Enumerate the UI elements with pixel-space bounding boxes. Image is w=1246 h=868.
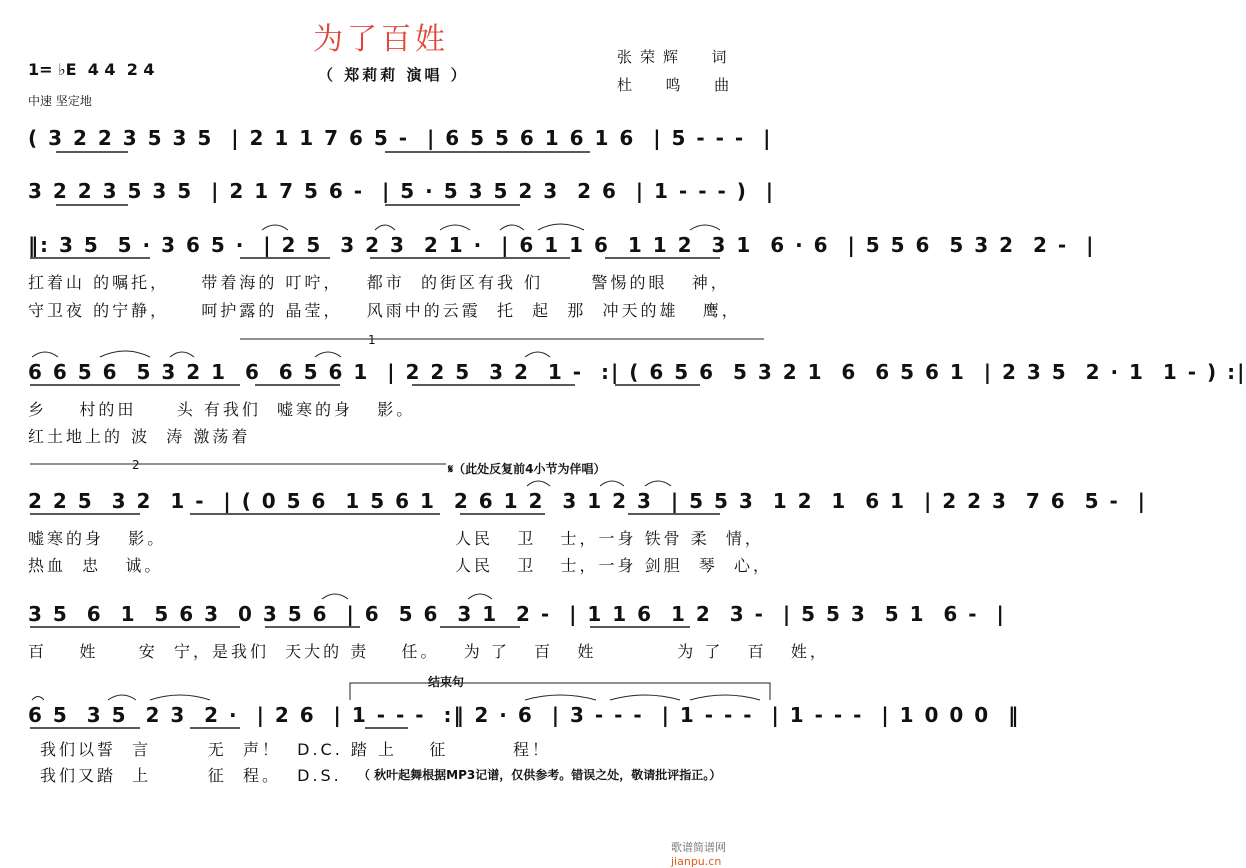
lyric-row-5a-left: 嘘寒的身 影。 <box>28 529 167 548</box>
notation-row-3: ‖: 3 5 5 · 3 6 5 · | 2 5 3 2 3 2 1 · | 6 1 1 6 1 1 2 3 1 6 · 6 | 5 5 6 5 3 2 2 - | <box>28 233 1096 257</box>
lyric-row-5b-left: 热血 忠 诚。 <box>28 556 164 575</box>
lyric-row-3a: 扛着山 的嘱托， 带着海的 叮咛， 都市 的街区有我 们 警惕的眼 神， <box>28 273 730 292</box>
lyric-row-3b: 守卫夜 的宁静， 呵护露的 晶莹， 风雨中的云霞 托 起 那 冲天的雄 鹰， <box>28 301 741 320</box>
notation-row-2: 3 2 2 3 5 3 5 | 2 1 7 5 6 - | 5 · 5 3 5 2 3 2 6 | 1 - - - ) | <box>28 179 776 203</box>
song-title: 为了百姓 <box>313 22 449 57</box>
lyric-row-5a-right: 人民 卫 士，一身 铁骨 柔 情， <box>455 529 764 548</box>
lyricist-credit: 张荣辉 词 <box>617 48 735 66</box>
tempo-marking: 中速 坚定地 <box>28 94 92 108</box>
lyric-row-7a: 我们以誓 言 无 声！ D.C. 踏 上 征 程！ <box>40 740 551 759</box>
ending-label: 结束句 <box>428 675 465 689</box>
volta-1-label: 1 <box>368 333 376 347</box>
notation-row-5: 2 2 5 3 2 1 - | ( 0 5 6 1 5 6 1 2 6 1 2 3 1 2 3 | 5 5 3 1 2 1 6 1 | 2 2 3 7 6 5 - | <box>28 489 1147 513</box>
key-signature: 1= ♭E 4 4 2 4 <box>28 60 155 79</box>
lyric-row-5b-right: 人民 卫 士，一身 剑胆 琴 心， <box>455 556 772 575</box>
volta-2-label: 2 <box>132 458 140 472</box>
notation-row-7: 6 5 3 5 2 3 2 · | 2 6 | 1 - - - :‖ 2 · 6 | 3 - - - | 1 - - - | 1 - - - | 1 0 0 0 ‖ <box>28 703 1021 727</box>
composer-credit: 杜 鸣 曲 <box>617 76 738 94</box>
notation-row-4: 6 6 5 6 5 3 2 1 6 6 5 6 1 | 2 2 5 3 2 1 - :| ( 6 5 6 5 3 2 1 6 6 5 6 1 | 2 3 5 2 · 1 1 - ) :| <box>28 360 1246 384</box>
lyric-row-4a: 乡 村的田 头 有我们 嘘寒的身 影。 <box>28 400 416 419</box>
lyric-row-6: 百 姓 安 宁，是我们 天大的 责 任。 为 了 百 姓 为 了 百 姓， <box>28 642 829 661</box>
notation-row-6: 3 5 6 1 5 6 3 0 3 5 6 | 6 5 6 3 1 2 - | 1 1 6 1 2 3 - | 5 5 3 5 1 6 - | <box>28 602 1006 626</box>
notation-row-1: ( 3 2 2 3 5 3 5 | 2 1 1 7 6 5 - | 6 5 5 6 1 6 1 6 | 5 - - - | <box>28 126 773 150</box>
lyric-row-4b: 红土地上的 波 涛 激荡着 <box>28 427 251 446</box>
watermark-url: jianpu.cn <box>671 855 722 868</box>
segno-note: 𝄋（此处反复前4小节为伴唱） <box>448 462 606 476</box>
watermark-site: 歌谱简谱网 <box>671 841 726 854</box>
singer-credit: （ 郑莉莉 演唱 ） <box>318 66 469 84</box>
lyric-row-7b: 我们又踏 上 征 程。 D.S. <box>40 766 342 785</box>
transcriber-note: （ 秋叶起舞根据MP3记谱，仅供参考。错误之处，敬请批评指正。） <box>358 768 722 782</box>
